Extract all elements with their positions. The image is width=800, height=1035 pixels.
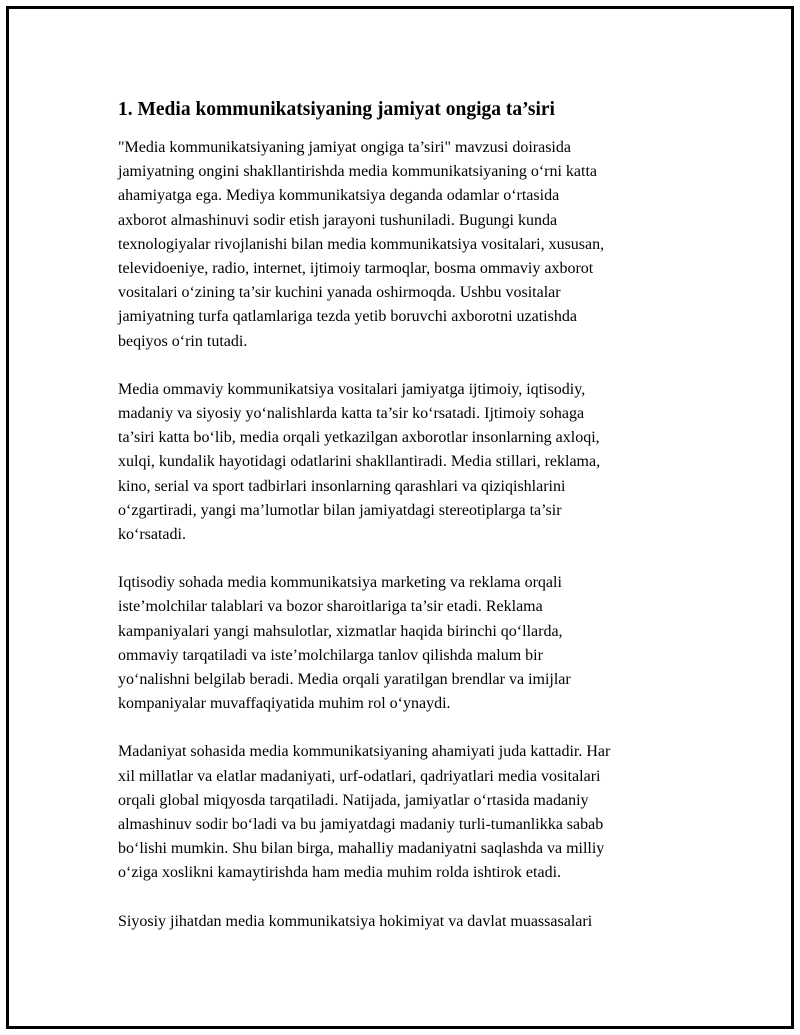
document-title: 1. Media kommunikatsiyaning jamiyat ongiga ta’siri [118,99,555,120]
page-frame [6,6,794,1029]
paragraph-line: jamiyatning turfa qatlamlariga tezda yetib boruvchi axborotni uzatishda [118,308,577,326]
paragraph-line: ko‘rsatadi. [118,526,186,544]
paragraph-line: Media ommaviy kommunikatsiya vositalari jamiyatga ijtimoiy, iqtisodiy, [118,380,586,398]
paragraph-line: beqiyos o‘rin tutadi. [118,332,248,350]
paragraph-line: kino, serial va sport tadbirlari insonlarning qarashlari va qiziqishlarini [118,477,566,495]
paragraph [118,571,698,716]
paragraph-line: o‘ziga xoslikni kamaytirishda ham media muhim rolda ishtirok etadi. [118,864,562,882]
paragraphs-container [118,136,698,934]
paragraph-line: Siyosiy jihatdan media kommunikatsiya hokimiyat va davlat muassasalari [118,912,593,930]
paragraph-line: televidoeniye, radio, internet, ijtimoiy tarmoqlar, bosma ommaviy axborot [118,260,594,278]
paragraph-line: Iqtisodiy sohada media kommunikatsiya marketing va reklama orqali [118,574,562,592]
paragraph-line: xulqi, kundalik hayotidagi odatlarini shakllantiradi. Media stillari, reklama, [118,453,601,471]
paragraph-line: xil millatlar va elatlar madaniyati, urf-odatlari, qadriyatlari media vositalari [118,767,601,785]
paragraph-line: ahamiyatga ega. Mediya kommunikatsiya deganda odamlar o‘rtasida [118,187,560,205]
document-body [118,95,698,958]
paragraph-line: ommaviy tarqatiladi va iste’molchilarga tanlov qilishda malum bir [118,646,543,664]
paragraph-line: axborot almashinuvi sodir etish jarayoni tushuniladi. Bugungi kunda [118,211,558,229]
paragraph-line: "Media kommunikatsiyaning jamiyat ongiga ta’siri" mavzusi doirasida [118,139,571,156]
paragraph-line: madaniy va siyosiy yo‘nalishlarda katta ta’sir ko‘rsatadi. Ijtimoiy sohaga [118,405,585,423]
paragraph-line: orqali global miqyosda tarqatiladi. Natijada, jamiyatlar o‘rtasida madaniy [118,791,589,809]
paragraph-line: Madaniyat sohasida media kommunikatsiyaning ahamiyati juda kattadir. Har [118,743,611,761]
paragraph-line: kampaniyalari yangi mahsulotlar, xizmatlar haqida birinchi qo‘llarda, [118,622,563,640]
paragraph-line: texnologiyalar rivojlanishi bilan media kommunikatsiya vositalari, xususan, [118,235,605,253]
paragraph-line: vositalari o‘zining ta’sir kuchini yanada oshirmoqda. Ushbu vositalar [118,284,561,302]
paragraph-line: iste’molchilar talablari va bozor sharoitlariga ta’sir etadi. Reklama [118,598,543,616]
paragraph-line: almashinuv sodir bo‘ladi va bu jamiyatdagi madaniy turli-tumanlikka sabab [118,816,604,834]
paragraph-line: jamiyatning ongini shakllantirishda media kommunikatsiyaning o‘rni katta [118,163,598,181]
paragraph-line: ta’siri katta bo‘lib, media orqali yetkazilgan axborotlar insonlarning axloqi, [118,429,600,447]
paragraph-line: kompaniyalar muvaffaqiyatida muhim rol o‘ynaydi. [118,695,451,713]
paragraph [118,910,698,934]
paragraph-line: o‘zgartiradi, yangi ma’lumotlar bilan jamiyatdagi stereotiplarga ta’sir [118,501,562,519]
paragraph [118,378,698,547]
paragraph [118,740,698,885]
paragraph-line: yo‘nalishni belgilab beradi. Media orqali yaratilgan brendlar va imijlar [118,671,571,689]
paragraph [118,136,698,354]
paragraph-line: bo‘lishi mumkin. Shu bilan birga, mahalliy madaniyatni saqlashda va milliy [118,840,605,858]
